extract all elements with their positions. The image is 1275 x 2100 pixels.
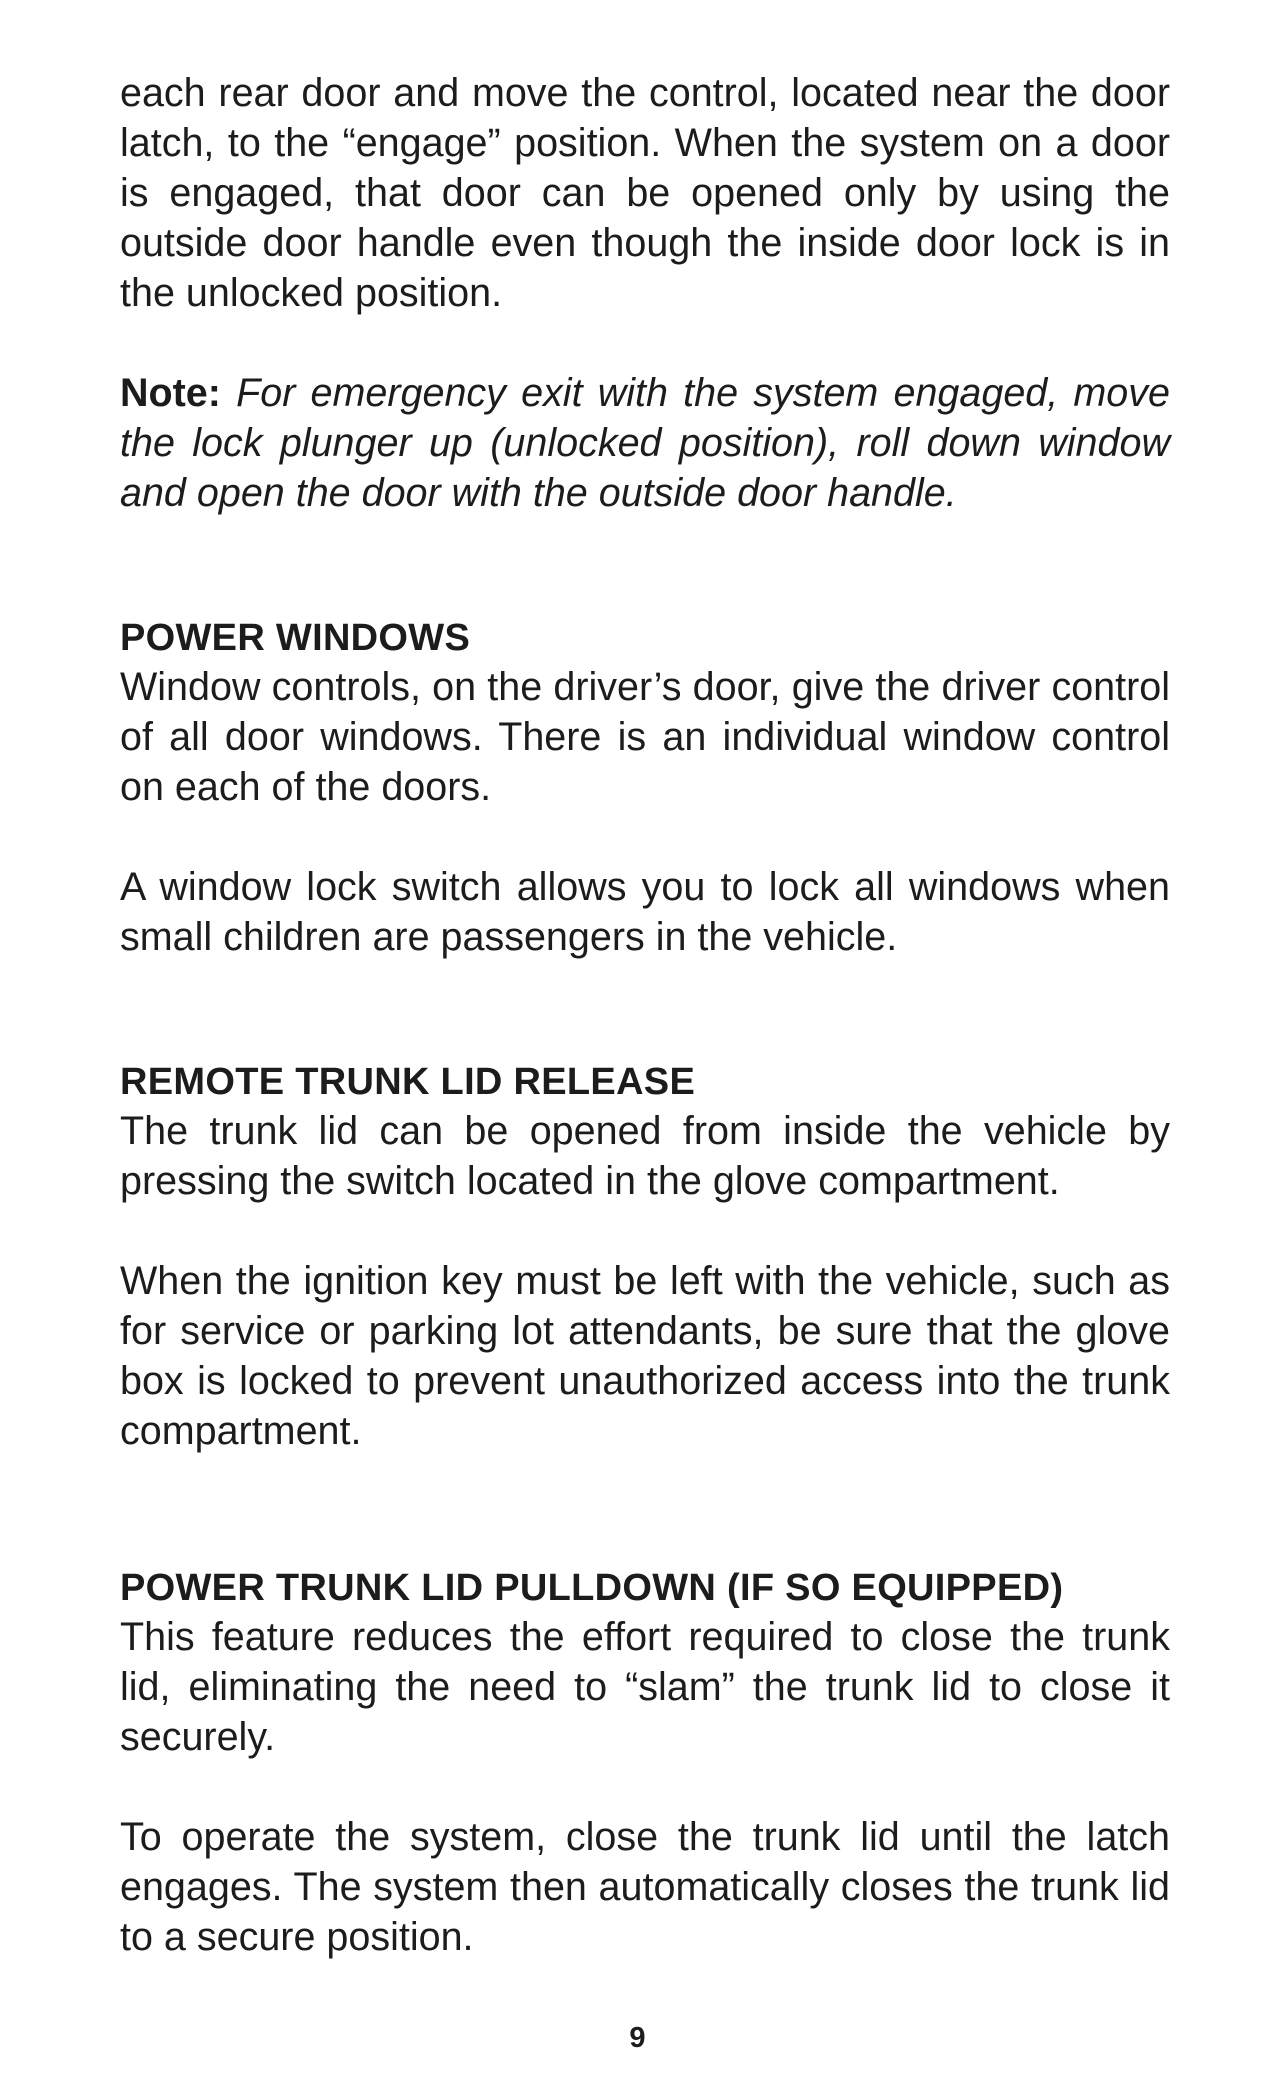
section-power-windows [120, 614, 1170, 962]
section-paragraph: This feature reduces the effort required to close the trunk lid, eliminating the need to “slam” the trunk lid to close it securely. [120, 1615, 1170, 1759]
section-paragraph: To operate the system, close the trunk lid until the latch engages. The system then automatically closes the trunk lid to a secure position. [120, 1815, 1170, 1959]
section-paragraph: Window controls, on the driver’s door, give the driver control of all door windows. There is an individual window control on each of the doors. [120, 665, 1170, 809]
intro-paragraph: each rear door and move the control, located near the door latch, to the “engage” position. When the system on a door is engaged, that door can be opened only by using the outside door handle even though the inside door lock is in the unlocked position. [120, 71, 1170, 315]
manual-page-content [120, 68, 1170, 1962]
page-number: 9 [629, 2022, 646, 2054]
section-heading-power-windows: POWER WINDOWS [120, 617, 471, 659]
note-text: For emergency exit with the system engaged, move the lock plunger up (unlocked position), roll down window and open the door with the outside door handle. [120, 371, 1170, 515]
section-heading-power-trunk-lid-pulldown: POWER TRUNK LID PULLDOWN (IF SO EQUIPPED) [120, 1567, 1064, 1609]
section-paragraph: A window lock switch allows you to lock all windows when small children are passengers in the vehicle. [120, 865, 1170, 959]
section-heading-remote-trunk-lid-release: REMOTE TRUNK LID RELEASE [120, 1061, 696, 1103]
section-paragraph: The trunk lid can be opened from inside the vehicle by pressing the switch located in the glove compartment. [120, 1109, 1170, 1203]
note-label: Note: [120, 371, 221, 415]
section-power-trunk-lid-pulldown [120, 1564, 1170, 1962]
section-paragraph: When the ignition key must be left with the vehicle, such as for service or parking lot attendants, be sure that the glove box is locked to prevent unauthorized access into the trunk compartment. [120, 1259, 1170, 1453]
section-remote-trunk-lid-release [120, 1058, 1170, 1456]
note-paragraph [120, 368, 1170, 518]
